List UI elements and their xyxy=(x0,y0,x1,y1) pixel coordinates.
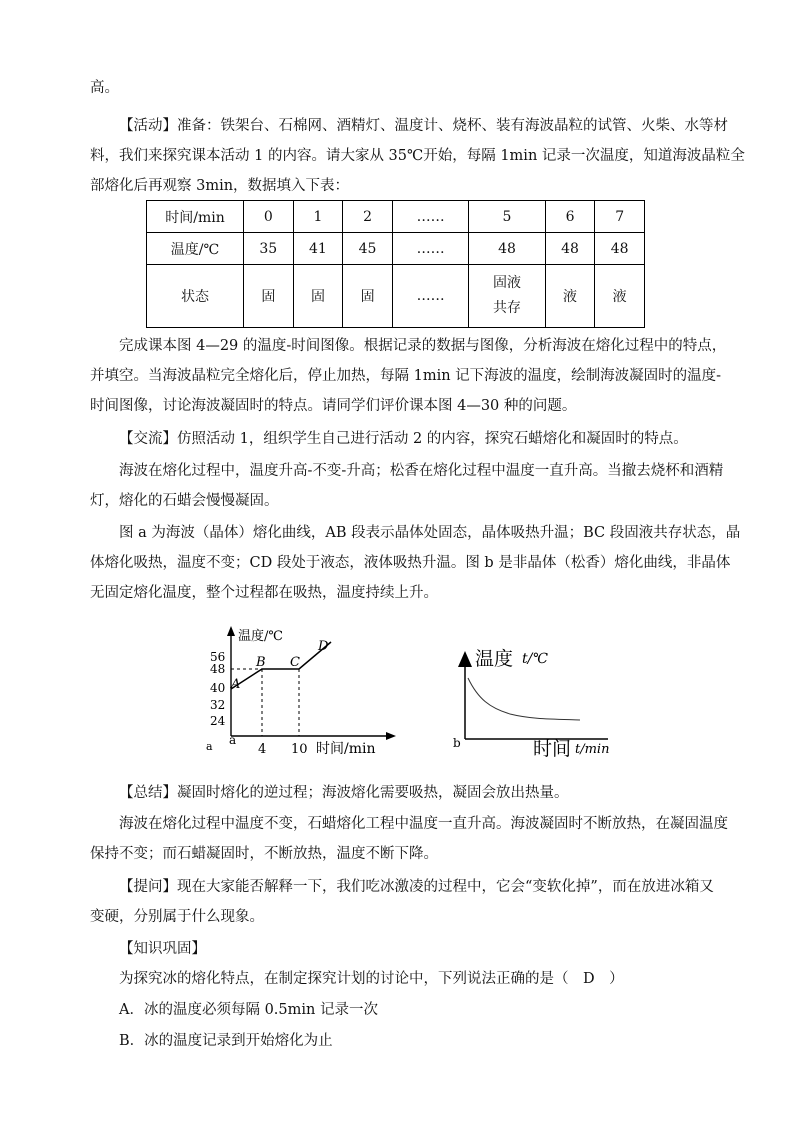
summary-heading-line: 【总结】凝固时熔化的逆过程；海波熔化需要吸热，凝固会放出热量。 xyxy=(119,785,569,801)
table-cell: 48 xyxy=(595,233,645,265)
table-cell: 固 xyxy=(293,265,343,328)
paragraph-line: 图 a 为海波（晶体）熔化曲线，AB 段表示晶体处固态，晶体吸热升温；BC 段固液共存状态，晶 xyxy=(119,525,741,541)
table-cell: 6 xyxy=(545,201,595,233)
paragraph-line: 时间图像，讨论海波凝固时的特点。请同学们评价课本图 4—30 种的问题。 xyxy=(90,398,577,414)
graph-caption: a xyxy=(206,740,213,753)
question-heading-line: 【提问】现在大家能否解释一下，我们吃冰激凌的过程中，它会“变软化掉”，而在放进冰箱又 xyxy=(119,879,714,895)
paragraph-line: 变硬，分别属于什么现象。 xyxy=(90,909,264,925)
x-tick-label: 4 xyxy=(258,742,267,757)
table-cell: …… xyxy=(392,233,468,265)
table-cell: 固 xyxy=(343,265,393,328)
y-axis-arrow xyxy=(227,626,235,636)
graph-a-crystal-melting xyxy=(200,622,400,762)
y-tick-label: 56 xyxy=(210,650,226,664)
x-axis-unit: t/min xyxy=(575,742,610,757)
graph-b-amorphous-melting xyxy=(450,637,630,762)
table-cell: 45 xyxy=(343,233,393,265)
y-axis-label: 温度/℃ xyxy=(238,629,283,644)
option-b: B．冰的温度记录到开始熔化为止 xyxy=(119,1033,333,1049)
table-cell: 时间/min xyxy=(147,201,244,233)
table-cell: 7 xyxy=(595,201,645,233)
y-tick-label: 40 xyxy=(210,681,226,695)
table-cell: 状态 xyxy=(147,265,244,328)
x-axis-label: 时间/min xyxy=(316,741,376,757)
y-axis-label: 温度 xyxy=(475,648,514,670)
table-cell: 48 xyxy=(469,233,545,265)
question-stem: 为探究冰的熔化特点，在制定探究计划的讨论中，下列说法正确的是（ D ） xyxy=(119,971,624,987)
table-cell: 0 xyxy=(244,201,294,233)
paragraph-line: 无固定熔化温度，整个过程都在吸热，温度持续上升。 xyxy=(90,585,438,601)
table-cell: 41 xyxy=(293,233,343,265)
cell-line: 固液 xyxy=(493,275,521,291)
paragraph-line: 海波在熔化过程中温度不变，石蜡熔化工程中温度一直升高。海波凝固时不断放热，在凝固温度 xyxy=(119,816,728,832)
table-row xyxy=(147,265,645,328)
table-cell: …… xyxy=(392,201,468,233)
exchange-heading-line: 【交流】仿照活动 1，组织学生自己进行活动 2 的内容，探究石蜡熔化和凝固时的特点。 xyxy=(119,431,688,447)
activity-heading-line: 【活动】准备：铁架台、石棉网、酒精灯、温度计、烧杯、装有海波晶粒的试管、火柴、水等材 xyxy=(119,118,728,134)
paragraph-line: 部熔化后再观察 3min，数据填入下表： xyxy=(90,178,350,194)
x-axis-arrow xyxy=(386,732,396,740)
table-cell: 液 xyxy=(595,265,645,328)
point-label-c: C xyxy=(290,655,300,670)
table-row xyxy=(147,233,645,265)
graph-inner-caption: a xyxy=(229,733,237,747)
paragraph-line: 并填空。当海波晶粒完全熔化后，停止加热，每隔 1min 记下海波的温度，绘制海波凝固时的温度- xyxy=(90,368,722,384)
paragraph-line: 完成课本图 4—29 的温度-时间图像。根据记录的数据与图像，分析海波在熔化过程中的特点， xyxy=(119,338,727,354)
table-row xyxy=(147,201,645,233)
point-label-b: B xyxy=(256,655,266,670)
table-cell xyxy=(469,265,545,328)
table-cell: 温度/℃ xyxy=(147,233,244,265)
table-cell: 5 xyxy=(469,201,545,233)
table-cell: 35 xyxy=(244,233,294,265)
paragraph-line: 海波在熔化过程中，温度升高-不变-升高；松香在熔化过程中温度一直升高。当撤去烧杯和酒精 xyxy=(119,463,724,479)
paragraph-line: 高。 xyxy=(90,80,119,96)
data-table xyxy=(146,200,645,328)
option-a: A．冰的温度必须每隔 0.5min 记录一次 xyxy=(119,1002,378,1018)
table-cell: 1 xyxy=(293,201,343,233)
graph-caption: b xyxy=(453,736,461,750)
paragraph-line: 灯，熔化的石蜡会慢慢凝固。 xyxy=(90,493,279,509)
table-cell: 固 xyxy=(244,265,294,328)
point-label-a: A xyxy=(231,677,241,692)
y-axis-unit: t/℃ xyxy=(522,651,549,667)
table-cell: 液 xyxy=(545,265,595,328)
paragraph-line: 体熔化吸热，温度不变；CD 段处于液态，液体吸热升温。图 b 是非晶体（松香）熔化曲线，非晶体 xyxy=(90,555,731,571)
y-tick-label: 48 xyxy=(210,662,226,676)
paragraph-line: 保持不变；而石蜡凝固时，不断放热，温度不断下降。 xyxy=(90,846,438,862)
table-cell: 48 xyxy=(545,233,595,265)
table-cell: 2 xyxy=(343,201,393,233)
y-tick-label: 24 xyxy=(210,714,226,728)
table-cell: …… xyxy=(392,265,468,328)
melting-curve xyxy=(231,642,331,689)
paragraph-line: 料，我们来探究课本活动 1 的内容。请大家从 35℃开始，每隔 1min 记录一次温度，知道海波晶粒全 xyxy=(90,148,745,164)
melting-curve xyxy=(468,678,580,720)
y-tick-label: 32 xyxy=(210,698,226,712)
y-axis-arrow xyxy=(458,651,472,667)
cell-line: 共存 xyxy=(493,300,521,316)
x-tick-label: 10 xyxy=(291,742,308,757)
point-label-d: D xyxy=(318,639,329,654)
x-axis-label: 时间 xyxy=(533,738,572,760)
knowledge-heading-line: 【知识巩固】 xyxy=(119,941,206,957)
